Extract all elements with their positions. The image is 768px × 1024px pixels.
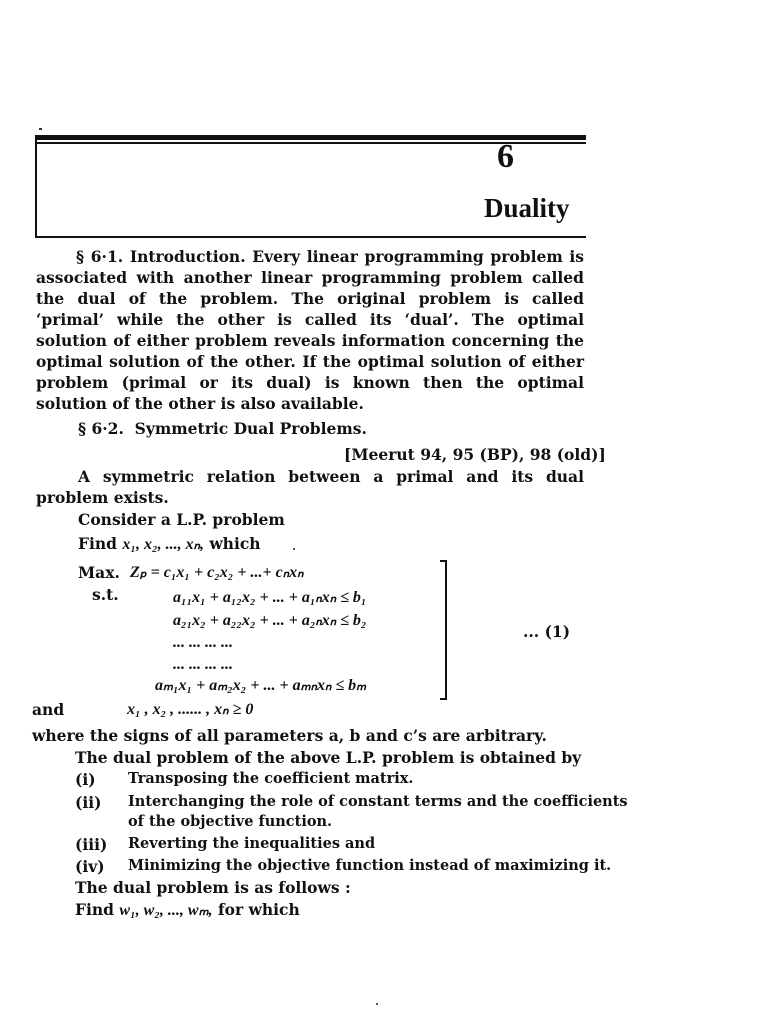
step-1-text: Transposing the coefficient matrix.	[128, 770, 414, 787]
chapter-number: 6	[497, 138, 514, 175]
step-4-number: (iv)	[75, 857, 105, 876]
scan-speck	[293, 548, 295, 550]
step-2-text: Interchanging the role of constant terms and the coefficients	[128, 793, 628, 810]
objective-function: Zₚ = c₁x₁ + c₂x₂ + ...+ cₙxₙ	[130, 564, 304, 581]
dual-intro: The dual problem of the above L.P. problem is obtained by	[75, 748, 582, 767]
equation-number: ... (1)	[523, 622, 571, 641]
intro-heading: Introduction.	[129, 247, 246, 266]
symmetric-paragraph	[36, 466, 584, 508]
intro-section-number: § 6·1.	[76, 247, 124, 266]
scan-speck	[376, 1003, 378, 1005]
find2-suffix: for which	[217, 900, 300, 919]
find2-prefix: Find	[75, 900, 114, 919]
symmetric-heading: Symmetric Dual Problems.	[134, 419, 367, 438]
dual-follows: The dual problem is as follows :	[75, 878, 351, 897]
header-box-bottom	[35, 236, 586, 238]
constraint-2: a₂₁x₂ + a₂₂x₂ + ... + a₂ₙxₙ ≤ b₂	[173, 612, 367, 629]
step-4-text: Minimizing the objective function instead of maximizing it.	[128, 857, 612, 874]
intro-text: Every linear programming problem is associated with another linear programming problem called the dual of the problem. The original problem is called ‘primal’ while the other is called its ‘dual’. The optimal solution of either problem reveals information concerning the optimal solution of the other. If the optimal solution of either problem (primal or its dual) is known then the optimal solution of the other is also available.	[36, 247, 584, 413]
st-label: s.t.	[92, 585, 119, 604]
constraint-dots-2: ... ... ... ...	[173, 656, 233, 673]
step-1-number: (i)	[75, 770, 96, 789]
find-vars: x₁, x₂, ..., xₙ,	[122, 536, 204, 553]
symmetric-text: A symmetric relation between a primal and its dual problem exists.	[36, 467, 584, 507]
find-prefix: Find	[78, 534, 117, 553]
symmetric-section-number: § 6·2.	[78, 419, 124, 438]
find2-vars: w₁, w₂, ..., wₘ,	[119, 902, 213, 919]
where-line: where the signs of all parameters a, b and c’s are arbitrary.	[32, 726, 547, 745]
nonnegativity: x₁ , x₂ , ...... , xₙ ≥ 0	[127, 701, 254, 718]
step-3-text: Reverting the inequalities and	[128, 835, 376, 852]
constraint-dots-1: ... ... ... ...	[173, 634, 233, 651]
symmetric-reference: [Meerut 94, 95 (BP), 98 (old)]	[344, 445, 606, 464]
stray-mark	[39, 128, 42, 130]
find2-line	[75, 900, 300, 920]
find-line	[78, 534, 261, 554]
system-bracket	[440, 560, 447, 700]
step-2-text-continued: of the objective function.	[128, 813, 333, 830]
constraint-1: a₁₁x₁ + a₁₂x₂ + ... + a₁ₙxₙ ≤ b₁	[173, 589, 367, 606]
max-label: Max.	[78, 563, 120, 582]
find-suffix: which	[209, 534, 261, 553]
step-3-number: (iii)	[75, 835, 108, 854]
and-label: and	[32, 700, 65, 719]
intro-paragraph	[36, 246, 584, 414]
symmetric-heading-line	[78, 419, 367, 438]
chapter-title: Duality	[484, 193, 570, 223]
consider-line: Consider a L.P. problem	[78, 510, 285, 529]
step-2-number: (ii)	[75, 793, 102, 812]
constraint-m: aₘ₁x₁ + aₘ₂x₂ + ... + aₘₙxₙ ≤ bₘ	[155, 677, 367, 694]
header-box-left	[35, 140, 37, 238]
